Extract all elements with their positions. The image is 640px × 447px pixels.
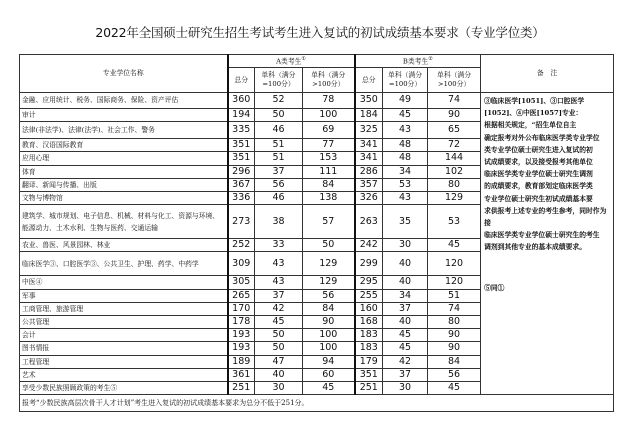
score-a-total: 309 (228, 252, 255, 276)
score-b-single100: 40 (383, 276, 428, 289)
note-line: 根据相关规定，“招生单位自主 (484, 121, 577, 130)
score-a-single100: 50 (255, 342, 303, 355)
score-a-single150: 153 (303, 152, 355, 165)
score-b-single150: 74 (428, 93, 481, 109)
score-b-single100: 43 (383, 192, 428, 205)
score-a-single100: 45 (255, 316, 303, 329)
score-a-total: 296 (228, 165, 255, 178)
score-a-single150: 100 (303, 329, 355, 342)
score-b-single100: 34 (383, 289, 428, 302)
score-a-single150: 100 (303, 342, 355, 355)
discipline-name: 金融、应用统计、税务、国际商务、保险、资产评估 (20, 93, 228, 109)
score-a-single100: 50 (255, 329, 303, 342)
score-a-total: 193 (228, 342, 255, 355)
discipline-name: 军事 (20, 289, 228, 302)
note-line: 的成绩要求，教育部划定临床医学类 (484, 182, 593, 191)
score-b-total: 184 (355, 109, 383, 122)
score-a-total: 367 (228, 178, 255, 191)
score-b-single100: 53 (383, 178, 428, 191)
header-group-a: A类考生① (228, 55, 355, 68)
score-b-single150: 120 (428, 276, 481, 289)
score-b-total: 357 (355, 178, 383, 191)
discipline-name: 体育 (20, 165, 228, 178)
header-remarks: 备 注 (481, 55, 614, 93)
score-b-single100: 49 (383, 93, 428, 109)
score-a-total: 361 (228, 368, 255, 381)
discipline-name: 农业、兽医、风景园林、林业 (20, 239, 228, 252)
score-a-single150: 90 (303, 316, 355, 329)
score-b-total: 286 (355, 165, 383, 178)
discipline-name: 图书情报 (20, 342, 228, 355)
score-b-single100: 40 (383, 316, 428, 329)
score-b-total: 183 (355, 329, 383, 342)
score-b-single100: 48 (383, 152, 428, 165)
score-a-total: 189 (228, 355, 255, 368)
score-a-single150: 111 (303, 165, 355, 178)
score-a-single100: 51 (255, 139, 303, 152)
discipline-name: 审计 (20, 109, 228, 122)
score-b-single100: 30 (383, 239, 428, 252)
discipline-name: 临床医学③、口腔医学③、公共卫生、护理、药学、中药学 (20, 252, 228, 276)
score-b-total: 351 (355, 368, 383, 381)
score-a-total: 336 (228, 192, 255, 205)
note-line: 临床医学类专业学位硕士研究生调剂 (484, 170, 593, 179)
discipline-name: 应用心理 (20, 152, 228, 165)
discipline-name: 法律(非法学)、法律(法学)、社会工作、警务 (20, 122, 228, 139)
score-table (19, 54, 614, 412)
score-a-single100: 52 (255, 93, 303, 109)
score-a-single150: 77 (303, 139, 355, 152)
score-b-total: 179 (355, 355, 383, 368)
score-b-single150: 74 (428, 302, 481, 315)
score-b-single150: 84 (428, 355, 481, 368)
score-b-total: 160 (355, 302, 383, 315)
score-a-total: 351 (228, 139, 255, 152)
score-a-single150: 129 (303, 276, 355, 289)
score-a-single150: 56 (303, 289, 355, 302)
score-b-total: 183 (355, 342, 383, 355)
footer-note: 报考“少数民族高层次骨干人才计划”考生进入复试的初试成绩基本要求为总分不低于251分。 (20, 395, 614, 412)
header-a-total: 总分 (228, 68, 255, 93)
score-b-single150: 90 (428, 329, 481, 342)
score-b-total: 168 (355, 316, 383, 329)
score-a-total: 194 (228, 109, 255, 122)
header-b-total: 总分 (355, 68, 383, 93)
score-b-single100: 48 (383, 139, 428, 152)
note-line: 求供报考上述专业的考生参考，同时作为接 (484, 206, 607, 228)
score-b-total: 251 (355, 382, 383, 395)
discipline-name: 工商管理、旅游管理 (20, 302, 228, 315)
score-b-single100: 40 (383, 252, 428, 276)
discipline-name: 翻译、新闻与传播、出版 (20, 178, 228, 191)
score-b-single150: 72 (428, 139, 481, 152)
score-b-single100: 34 (383, 165, 428, 178)
discipline-name: 工程管理 (20, 355, 228, 368)
score-b-single100: 35 (383, 205, 428, 239)
score-b-single100: 37 (383, 368, 428, 381)
score-a-single100: 51 (255, 152, 303, 165)
score-a-single150: 138 (303, 192, 355, 205)
score-b-single100: 45 (383, 342, 428, 355)
score-a-total: 170 (228, 302, 255, 315)
score-b-single150: 45 (428, 239, 481, 252)
score-b-single150: 102 (428, 165, 481, 178)
score-b-single150: 80 (428, 178, 481, 191)
discipline-name: 会计 (20, 329, 228, 342)
score-b-single100: 45 (383, 329, 428, 342)
discipline-name: 享受少数民族照顾政策的考生⑤ (20, 382, 228, 395)
score-b-total: 325 (355, 122, 383, 139)
score-a-total: 305 (228, 276, 255, 289)
score-a-single100: 38 (255, 205, 303, 239)
score-a-single150: 94 (303, 355, 355, 368)
score-a-single150: 45 (303, 382, 355, 395)
score-a-single100: 40 (255, 368, 303, 381)
note-line: 调剂到其他专业的基本成绩要求。 (484, 243, 587, 252)
score-a-single100: 42 (255, 302, 303, 315)
discipline-name: 艺术 (20, 368, 228, 381)
score-b-single150: 53 (428, 205, 481, 239)
score-b-single100: 42 (383, 355, 428, 368)
score-b-single100: 43 (383, 122, 428, 139)
note-line: ③临床医学[1051]、③口腔医学 (484, 97, 585, 105)
score-a-single100: 46 (255, 122, 303, 139)
note-line: [1052]、④中医[1057]专业： (484, 109, 583, 118)
header-group-b: B类考生② (355, 55, 481, 68)
note-line: 类专业学位硕士研究生进入复试的初 (484, 145, 593, 154)
score-b-total: 350 (355, 93, 383, 109)
score-a-single150: 50 (303, 239, 355, 252)
note-line: ⑤同① (484, 283, 505, 292)
score-a-single100: 50 (255, 109, 303, 122)
header-a-single100: 单科（满分 =100分） (255, 68, 303, 93)
score-b-total: 242 (355, 239, 383, 252)
score-a-single100: 30 (255, 382, 303, 395)
score-b-single150: 56 (428, 368, 481, 381)
score-b-single150: 90 (428, 109, 481, 122)
header-a-single150: 单科（满分 >100分） (303, 68, 355, 93)
header-discipline: 专业学位名称 (20, 55, 228, 93)
score-b-single100: 37 (383, 302, 428, 315)
remarks-notes (481, 93, 614, 395)
discipline-name: 教育、汉语国际教育 (20, 139, 228, 152)
score-b-single150: 45 (428, 382, 481, 395)
discipline-name: 文物与博物馆 (20, 192, 228, 205)
score-a-total: 351 (228, 152, 255, 165)
score-a-single150: 57 (303, 205, 355, 239)
table-row (20, 93, 614, 109)
score-a-single150: 84 (303, 178, 355, 191)
note-line: 确定报考对外公布临床医学类专业学位 (484, 133, 600, 142)
header-b-single100: 单科（满分 =100分） (383, 68, 428, 93)
score-b-total: 326 (355, 192, 383, 205)
score-a-total: 178 (228, 316, 255, 329)
score-b-total: 341 (355, 152, 383, 165)
score-a-total: 273 (228, 205, 255, 239)
score-b-single100: 30 (383, 382, 428, 395)
score-a-total: 335 (228, 122, 255, 139)
score-a-single150: 69 (303, 122, 355, 139)
score-a-single150: 100 (303, 109, 355, 122)
score-b-single100: 45 (383, 109, 428, 122)
score-a-total: 251 (228, 382, 255, 395)
score-a-single150: 84 (303, 302, 355, 315)
score-a-single150: 129 (303, 252, 355, 276)
score-b-single150: 51 (428, 289, 481, 302)
score-a-single100: 46 (255, 192, 303, 205)
score-a-total: 265 (228, 289, 255, 302)
score-b-single150: 90 (428, 342, 481, 355)
score-a-single100: 37 (255, 165, 303, 178)
discipline-name: 建筑学、城市规划、电子信息、机械、材料与化工、资源与环境、能源动力、土木水利、生物与医药、交通运输 (20, 205, 228, 239)
header-b-single150: 单科（满分 >100分） (428, 68, 481, 93)
score-a-total: 360 (228, 93, 255, 109)
discipline-name: 公共管理 (20, 316, 228, 329)
score-a-single100: 43 (255, 252, 303, 276)
score-a-total: 193 (228, 329, 255, 342)
score-a-single150: 78 (303, 93, 355, 109)
score-b-total: 295 (355, 276, 383, 289)
discipline-name: 中医④ (20, 276, 228, 289)
score-a-total: 252 (228, 239, 255, 252)
score-a-single100: 47 (255, 355, 303, 368)
score-a-single100: 37 (255, 289, 303, 302)
score-b-single150: 129 (428, 192, 481, 205)
score-b-total: 255 (355, 289, 383, 302)
score-a-single100: 56 (255, 178, 303, 191)
score-b-total: 299 (355, 252, 383, 276)
score-b-total: 263 (355, 205, 383, 239)
score-b-single150: 65 (428, 122, 481, 139)
score-a-single150: 60 (303, 368, 355, 381)
score-b-total: 341 (355, 139, 383, 152)
score-b-single150: 120 (428, 252, 481, 276)
score-b-single150: 80 (428, 316, 481, 329)
page-title: 2022年全国硕士研究生招生考试考生进入复试的初试成绩基本要求（专业学位类） (95, 25, 545, 40)
score-a-single100: 43 (255, 276, 303, 289)
score-b-single150: 144 (428, 152, 481, 165)
score-a-single100: 33 (255, 239, 303, 252)
note-line: 临床医学类专业学位硕士研究生的考生 (484, 231, 600, 240)
note-line: 试成绩要求，以及接受报考其他单位 (484, 158, 593, 167)
note-line: 专业学位硕士研究生初试成绩基本要 (484, 194, 593, 203)
